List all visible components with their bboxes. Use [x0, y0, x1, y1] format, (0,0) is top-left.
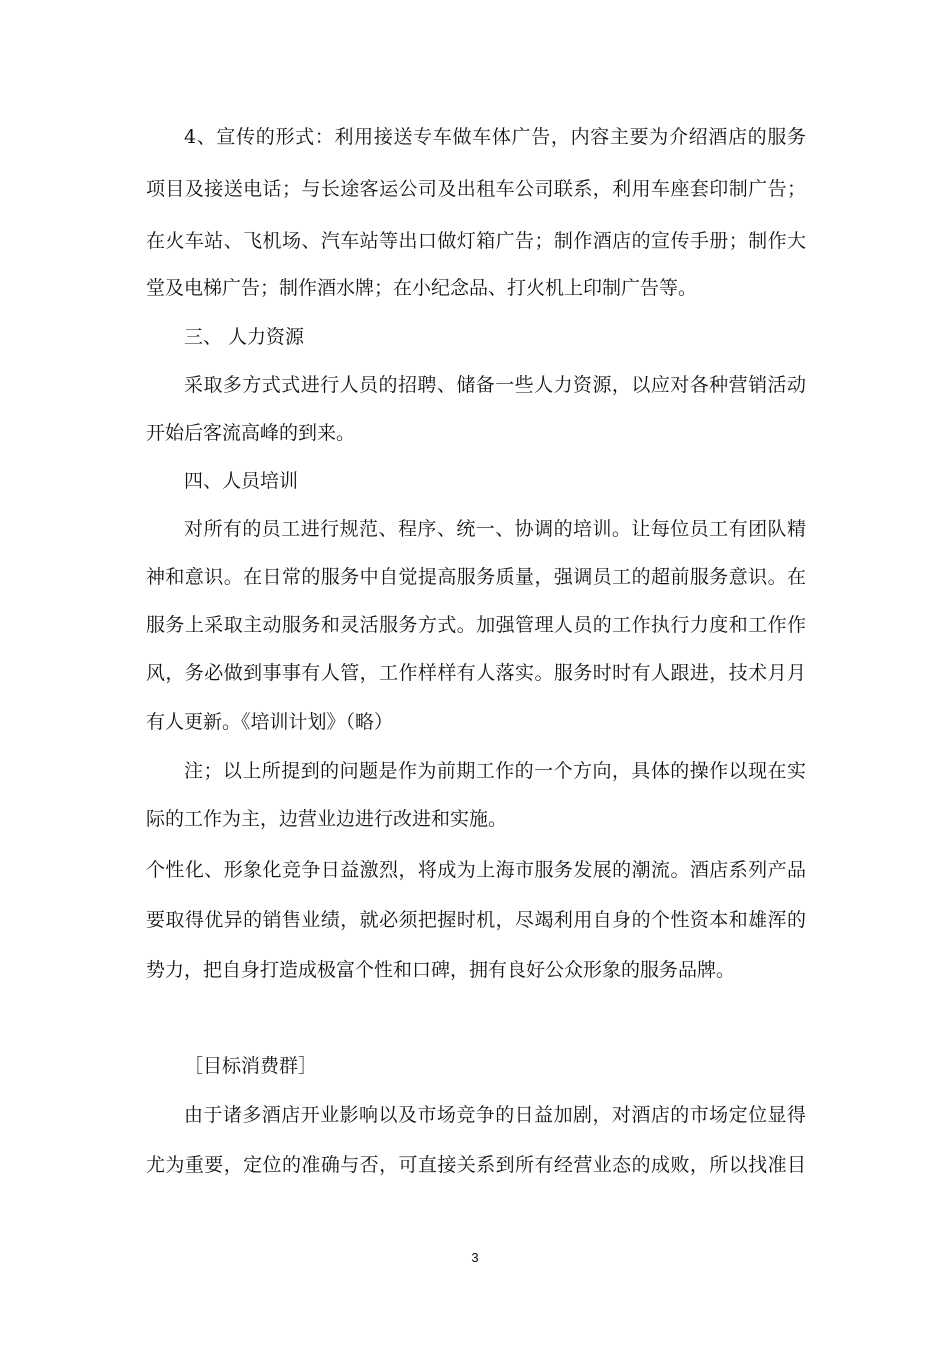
section-heading-hr: 三、 人力资源	[184, 326, 305, 348]
page-number: 3	[471, 1250, 479, 1265]
paragraph-line: 项目及接送电话；与长途客运公司及出租车公司联系，利用车座套印制广告；	[146, 178, 806, 200]
paragraph-line: 采取多方式式进行人员的招聘、储备一些人力资源，以应对各种营销活动	[184, 374, 806, 396]
section-heading-target: ［目标消费群］	[184, 1055, 318, 1077]
paragraph-line: 对所有的员工进行规范、程序、统一、协调的培训。让每位员工有团队精	[184, 518, 806, 540]
paragraph-line: 神和意识。在日常的服务中自觉提高服务质量，强调员工的超前服务意识。在	[146, 566, 806, 588]
paragraph-line: 堂及电梯广告；制作酒水牌；在小纪念品、打火机上印制广告等。	[146, 277, 698, 299]
paragraph-line: 风，务必做到事事有人管，工作样样有人落实。服务时时有人跟进，技术月月	[146, 662, 806, 684]
paragraph-line: 有人更新。《培训计划》（略）	[146, 711, 394, 733]
paragraph-line: 际的工作为主，边营业边进行改进和实施。	[146, 808, 508, 830]
paragraph-line: 4、宣传的形式：利用接送专车做车体广告，内容主要为介绍酒店的服务	[184, 126, 806, 148]
paragraph-line: 开始后客流高峰的到来。	[146, 422, 356, 444]
paragraph-line: 在火车站、飞机场、汽车站等出口做灯箱广告；制作酒店的宣传手册；制作大	[146, 230, 806, 252]
paragraph-line: 服务上采取主动服务和灵活服务方式。加强管理人员的工作执行力度和工作作	[146, 614, 806, 636]
paragraph-line: 由于诸多酒店开业影响以及市场竞争的日益加剧，对酒店的市场定位显得	[184, 1104, 806, 1126]
paragraph-line: 个性化、形象化竞争日益激烈，将成为上海市服务发展的潮流。酒店系列产品	[146, 859, 806, 881]
paragraph-line: 尤为重要，定位的准确与否，可直接关系到所有经营业态的成败，所以找准目	[146, 1154, 806, 1176]
section-heading-training: 四、人员培训	[184, 470, 299, 492]
paragraph-line: 势力，把自身打造成极富个性和口碑，拥有良好公众形象的服务品牌。	[146, 959, 736, 981]
paragraph-line: 注；以上所提到的问题是作为前期工作的一个方向，具体的操作以现在实	[184, 760, 806, 782]
paragraph-line: 要取得优异的销售业绩，就必须把握时机，尽竭利用自身的个性资本和雄浑的	[146, 909, 806, 931]
